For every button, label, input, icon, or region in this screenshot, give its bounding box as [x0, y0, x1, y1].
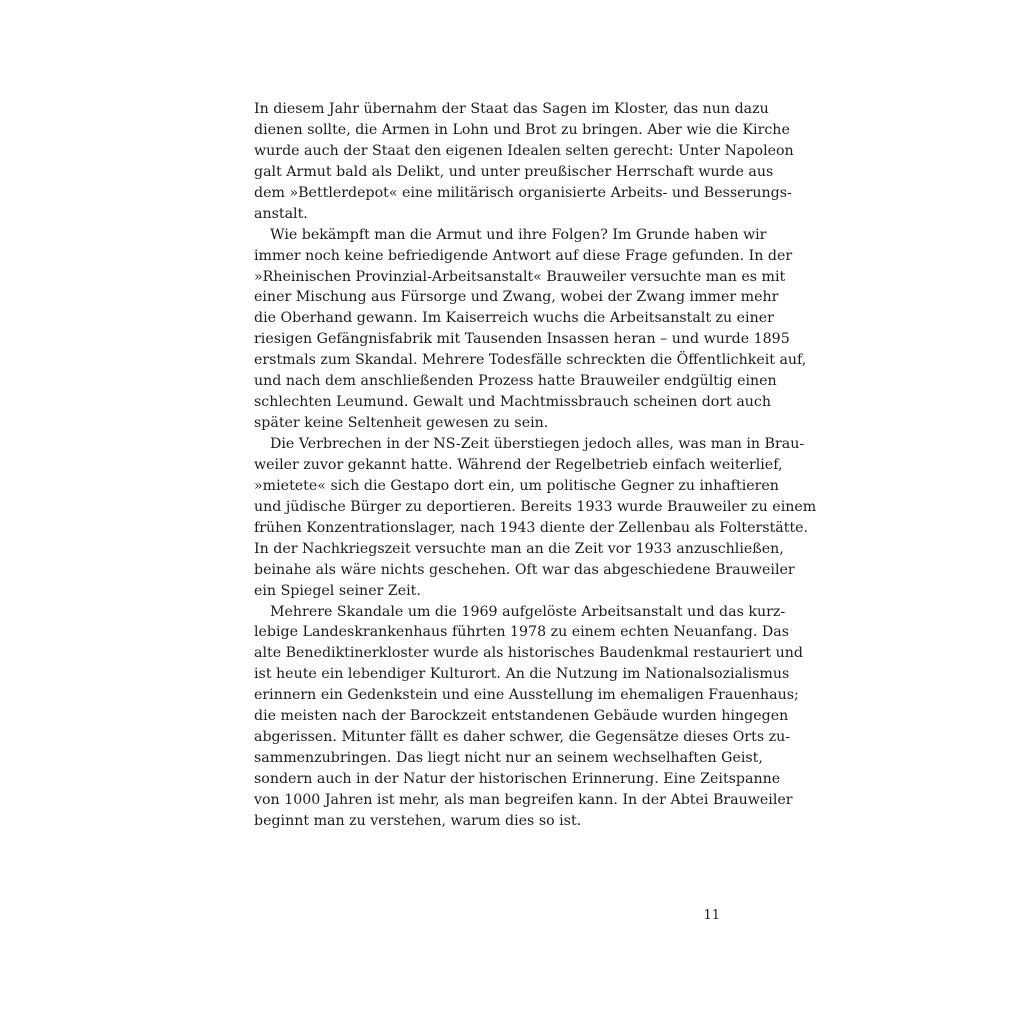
text-line: anstalt.: [254, 205, 308, 222]
text-line: die meisten nach der Barockzeit entstandenen Gebäude wurden hingegen: [254, 708, 789, 725]
text-line: schlechten Leumund. Gewalt und Machtmissbrauch scheinen dort auch: [254, 394, 772, 411]
text-line: riesigen Gefängnisfabrik mit Tausenden Insassen heran – und wurde 1895: [254, 331, 790, 348]
text-line: ist heute ein lebendiger Kulturort. An die Nutzung im Nationalsozialismus: [254, 666, 790, 683]
text-line: dienen sollte, die Armen in Lohn und Brot zu bringen. Aber wie die Kirche: [254, 121, 790, 138]
text-line: sammenzubringen. Das liegt nicht nur an seinem wechselhaften Geist,: [254, 750, 763, 767]
paragraph: [254, 602, 803, 832]
text-line: ein Spiegel seiner Zeit.: [254, 582, 421, 599]
text-line: erinnern ein Gedenkstein und eine Ausstellung im ehemaligen Frauenhaus;: [254, 687, 799, 704]
text-line: die Oberhand gewann. Im Kaiserreich wuchs die Arbeitsanstalt zu einer: [254, 310, 774, 327]
text-line: wurde auch der Staat den eigenen Idealen selten gerecht: Unter Napoleon: [254, 142, 794, 159]
text-line: Die Verbrechen in der NS-Zeit überstiegen jedoch alles, was man in Brau-: [270, 436, 805, 452]
text-line: In diesem Jahr übernahm der Staat das Sagen im Kloster, das nun dazu: [254, 101, 769, 117]
paragraph: [254, 225, 807, 434]
text-line: »Rheinischen Provinzial-Arbeitsanstalt« Brauweiler versuchte man es mit: [254, 268, 786, 285]
text-line: Mehrere Skandale um die 1969 aufgelöste Arbeitsanstalt und das kurz-: [270, 603, 786, 620]
text-line: und nach dem anschließenden Prozess hatte Brauweiler endgültig einen: [254, 373, 777, 390]
paragraph: [254, 99, 794, 225]
text-line: Wie bekämpft man die Armut und ihre Folgen? Im Grunde haben wir: [270, 226, 767, 243]
text-line: abgerissen. Mitunter fällt es daher schwer, die Gegensätze dieses Orts zu-: [254, 729, 791, 746]
text-line: und jüdische Bürger zu deportieren. Bereits 1933 wurde Brauweiler zu einem: [254, 498, 817, 515]
text-line: alte Benediktinerkloster wurde als historisches Baudenkmal restauriert und: [254, 645, 803, 662]
text-line: beginnt man zu verstehen, warum dies so ist.: [254, 812, 582, 829]
text-line: einer Mischung aus Fürsorge und Zwang, wobei der Zwang immer mehr: [254, 289, 779, 306]
body-text: [254, 99, 817, 832]
paragraph: [254, 434, 817, 602]
page-number: 11: [703, 908, 720, 923]
text-line: von 1000 Jahren ist mehr, als man begreifen kann. In der Abtei Brauweiler: [254, 791, 793, 808]
text-line: »mietete« sich die Gestapo dort ein, um politische Gegner zu inhaftieren: [254, 477, 779, 494]
text-line: weiler zuvor gekannt hatte. Während der Regelbetrieb einfach weiterlief,: [254, 456, 783, 473]
text-line: galt Armut bald als Delikt, und unter preußischer Herrschaft wurde aus: [254, 163, 774, 180]
text-line: sondern auch in der Natur der historischen Erinnerung. Eine Zeitspanne: [254, 771, 781, 787]
text-line: beinahe als wäre nichts geschehen. Oft war das abgeschiedene Brauweiler: [254, 561, 795, 578]
text-line: In der Nachkriegszeit versuchte man an die Zeit vor 1933 anzuschließen,: [254, 540, 784, 557]
text-line: immer noch keine befriedigende Antwort auf diese Frage gefunden. In der: [254, 247, 793, 264]
text-line: lebige Landeskrankenhaus führten 1978 zu einem echten Neuanfang. Das: [254, 624, 789, 641]
text-line: frühen Konzentrationslager, nach 1943 diente der Zellenbau als Folterstätte.: [254, 519, 809, 536]
text-line: erstmals zum Skandal. Mehrere Todesfälle schreckten die Öffentlichkeit auf,: [254, 352, 807, 369]
text-line: später keine Seltenheit gewesen zu sein.: [254, 415, 549, 432]
text-line: dem »Bettlerdepot« eine militärisch organisierte Arbeits- und Besserungs-: [254, 184, 792, 201]
